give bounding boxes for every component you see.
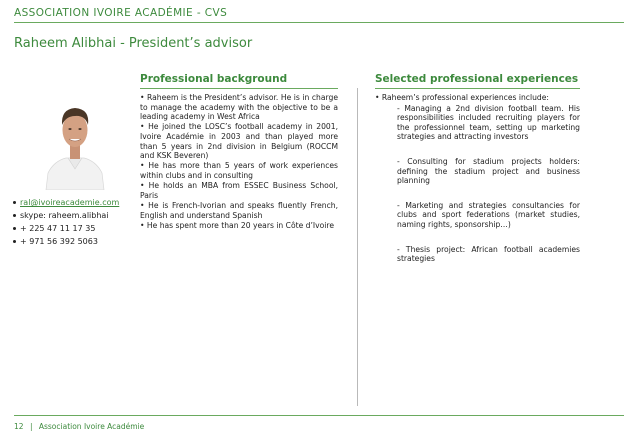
background-section-title: Professional background bbox=[140, 73, 288, 85]
email-link[interactable]: ral@ivoireacademie.com bbox=[20, 198, 120, 207]
skype-text: skype: raheem.alibhai bbox=[20, 211, 109, 220]
experiences-section-rule bbox=[375, 88, 580, 89]
bullet-icon bbox=[13, 201, 16, 204]
profile-photo bbox=[44, 95, 106, 190]
contact-phone-row-2 bbox=[13, 235, 137, 248]
contact-list bbox=[13, 196, 137, 248]
background-item: • He holds an MBA from ESSEC Business School, Paris bbox=[140, 181, 338, 200]
bullet-icon bbox=[13, 227, 16, 230]
footer bbox=[14, 422, 144, 431]
background-item: • He has spent more than 20 years in Côte d’Ivoire bbox=[140, 220, 335, 230]
footer-divider bbox=[14, 415, 624, 416]
background-item: • He is French-Ivorian and speaks fluently French, English and understand Spanish bbox=[140, 200, 338, 220]
background-section-rule bbox=[140, 88, 338, 89]
experiences-text bbox=[375, 93, 580, 279]
experience-item: - Consulting for stadium projects holders: defining the stadium project and business planning bbox=[397, 156, 580, 186]
footer-org: Association Ivoire Académie bbox=[38, 422, 145, 431]
experiences-intro: • Raheem’s professional experiences include: bbox=[375, 93, 549, 102]
background-text bbox=[140, 93, 338, 231]
experiences-section-title: Selected professional experiences bbox=[375, 73, 579, 85]
phone-text-1: + 225 47 11 17 35 bbox=[20, 224, 96, 233]
contact-phone-row-1 bbox=[13, 222, 137, 235]
background-item: • He has more than 5 years of work experiences within clubs and in consulting bbox=[140, 161, 338, 180]
experience-item: - Managing a 2nd division football team. His responsibilities included recruiting players for the professionnel team, setting up marketing strategies and attracting investors bbox=[397, 103, 580, 142]
bullet-icon bbox=[13, 214, 16, 217]
contact-email-row bbox=[13, 196, 137, 209]
header-title: ASSOCIATION IVOIRE ACADÉMIE - CVS bbox=[14, 7, 228, 19]
footer-separator: | bbox=[29, 422, 33, 431]
experience-item: - Thesis project: African football academies strategies bbox=[397, 244, 580, 264]
page-subtitle: Raheem Alibhai - President’s advisor bbox=[14, 36, 253, 51]
contact-skype-row bbox=[13, 209, 137, 222]
background-item: • He joined the LOSC’s football academy in 2001, Ivoire Académie in 2003 and than played more than 5 years in 2nd division in Belgium (ROCCM and KSK Beveren) bbox=[140, 122, 338, 161]
page-number: 12 bbox=[14, 422, 24, 431]
experience-item: - Marketing and strategies consultancies for clubs and sport federations (market studies, naming rights, sponsorship…) bbox=[397, 200, 580, 229]
phone-text-2: + 971 56 392 5063 bbox=[20, 237, 98, 246]
header-divider bbox=[14, 22, 624, 23]
column-divider bbox=[357, 88, 358, 406]
bullet-icon bbox=[13, 240, 16, 243]
background-item: • Raheem is the President’s advisor. He is in charge to manage the academy with the objective to be a leading academy in West Africa bbox=[140, 93, 338, 122]
